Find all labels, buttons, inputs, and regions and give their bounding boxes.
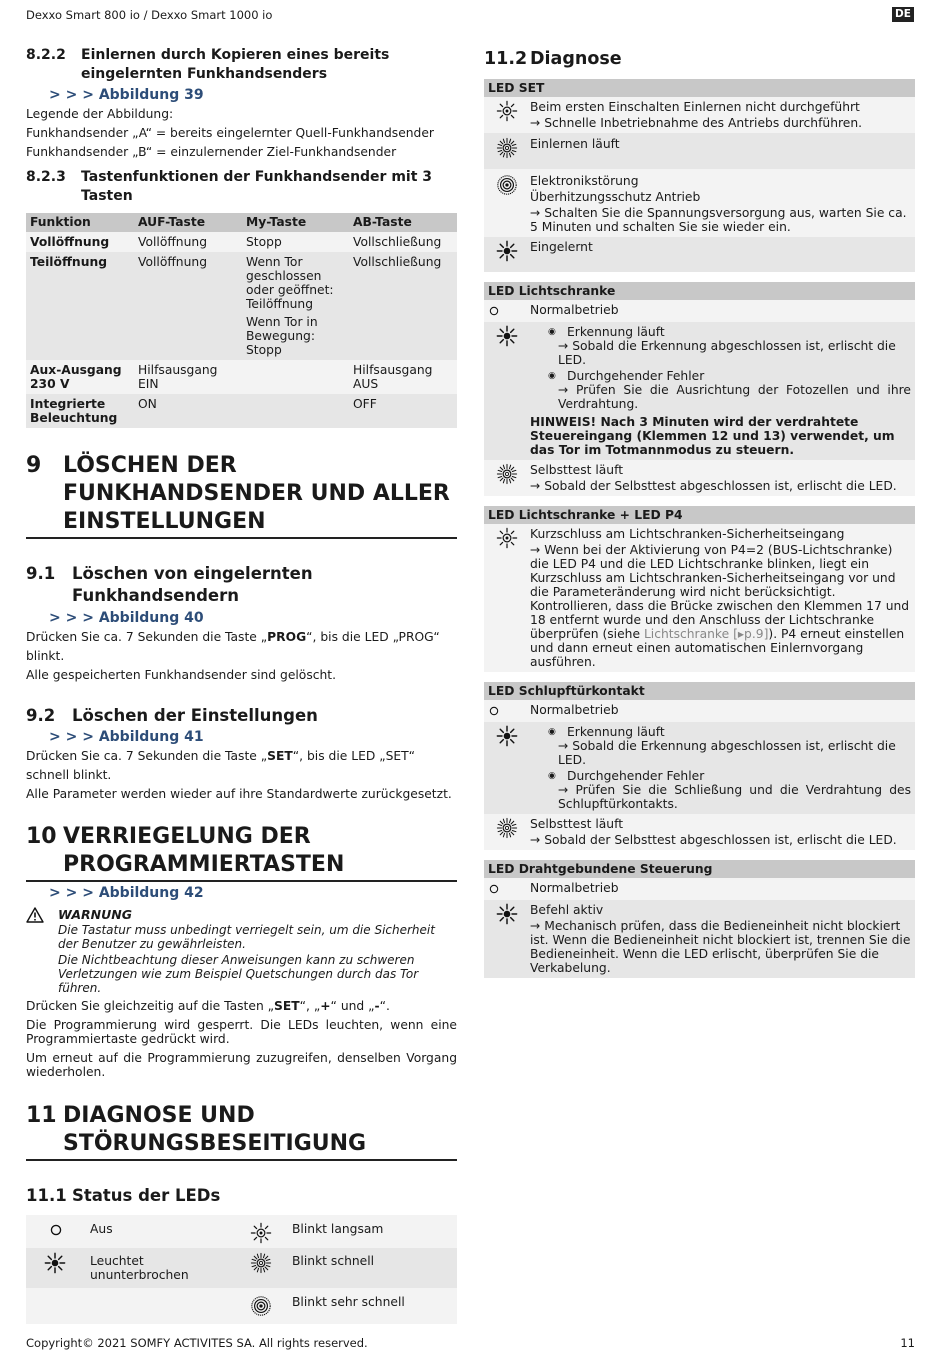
figure-link[interactable]: > > > Abbildung 40 xyxy=(49,610,204,626)
diag-line: Überhitzungsschutz Antrieb xyxy=(530,190,701,204)
table-cell: Vollöffnung xyxy=(134,252,242,360)
figure-link[interactable]: > > > Abbildung 41 xyxy=(49,729,204,745)
table-cell xyxy=(242,394,349,428)
diag-row xyxy=(484,900,915,978)
diag-action: → Schalten Sie die Spannungsversorgung aus, warten Sie ca. 5 Minuten und schalten Sie sie wieder ein. xyxy=(530,206,907,234)
diag-led-set xyxy=(484,79,915,272)
diag-table-heading: LED Lichtschranke + LED P4 xyxy=(484,506,915,524)
diag-line: Normalbetrieb xyxy=(530,703,619,717)
key-label: PROG xyxy=(267,630,307,644)
diag-row xyxy=(484,722,915,814)
diag-row xyxy=(484,524,915,672)
figure-link[interactable]: > > > Abbildung 39 xyxy=(49,87,204,103)
right-column xyxy=(484,46,915,988)
page-number: 11 xyxy=(900,1336,915,1350)
table-cell: OFF xyxy=(349,394,457,428)
document-header-title: Dexxo Smart 800 io / Dexxo Smart 1000 io xyxy=(26,8,273,22)
section-title: Löschen von eingelernten Funkhandsendern xyxy=(72,564,313,605)
diag-row xyxy=(484,322,915,460)
diag-text xyxy=(530,100,915,130)
diag-line: Normalbetrieb xyxy=(530,303,619,317)
cell-line: Wenn Tor geschlossen oder geöffnet: Teilöffnung xyxy=(246,255,334,311)
key-label: - xyxy=(374,999,380,1013)
bullet-icon: ◉ xyxy=(548,371,556,381)
section-heading xyxy=(26,563,457,607)
section-number: 9.2 xyxy=(26,706,56,725)
section-9-2 xyxy=(26,705,457,804)
diag-led-wicket-door xyxy=(484,682,915,850)
diag-table-heading: LED SET xyxy=(484,79,915,97)
diag-line: Kurzschluss am Lichtschranken-Sicherheitseingang xyxy=(530,527,845,541)
section-title: Einlernen durch Kopieren eines bereits eingelernten Funkhandsenders xyxy=(81,47,390,82)
table-cell: Hilfsausgang EIN xyxy=(134,360,242,394)
section-8-2-3 xyxy=(26,168,457,428)
section-number: 8.2.2 xyxy=(26,47,66,63)
table-cell: Integrierte Beleuchtung xyxy=(26,394,134,428)
diag-table-heading: LED Drahtgebundene Steuerung xyxy=(484,860,915,878)
diag-row xyxy=(484,700,915,722)
chapter-title: VERRIEGELUNG DER PROGRAMMIERTASTEN xyxy=(63,824,345,877)
text: “ und „ xyxy=(330,999,375,1013)
paragraph: Alle gespeicherten Funkhandsender sind gelöscht. xyxy=(26,668,337,682)
bullet-icon: ◉ xyxy=(548,327,556,337)
section-title: Status der LEDs xyxy=(72,1186,221,1205)
text: “. xyxy=(379,999,390,1013)
legend-line: Legende der Abbildung: xyxy=(26,107,174,121)
legend-line: Funkhandsender „A“ = bereits eingelernter Quell-Funkhandsender xyxy=(26,126,434,140)
diag-row xyxy=(484,97,915,133)
diag-action: → Sobald der Selbsttest abgeschlossen ist, erlischt die LED. xyxy=(530,833,897,847)
led-off-icon xyxy=(486,703,502,719)
warning-icon xyxy=(26,907,58,995)
warning-title: WARNUNG xyxy=(58,907,132,922)
table-cell xyxy=(26,1215,86,1248)
led-slow-blink-icon xyxy=(496,100,518,122)
table-cell: Blinkt schnell xyxy=(288,1248,457,1288)
figure-link[interactable]: > > > Abbildung 42 xyxy=(49,885,204,901)
text: → Wenn bei der Aktivierung von P4=2 (BUS-Lichtschranke) die LED P4 und die LED Lichtschranke blinken, liegt ein Kurzschluss am Lichtschranken-Sicherheitseingang vor und die Parameteränderung wird nicht berücksichtigt. Kontrollieren, dass die Brücke zwischen den Klemmen 17 und 18 entfernt wurde und den Anschluss der Lichtschranke überprüfen (siehe xyxy=(530,543,910,641)
diag-table-heading: LED Lichtschranke xyxy=(484,282,915,300)
diag-note: HINWEIS! Nach 3 Minuten wird der verdrahtete Steuereingang (Klemmen 12 und 13) verwendet, um das Tor im Totmannmodus zu steuern. xyxy=(530,415,895,457)
table-cell: Leuchtet ununterbrochen xyxy=(86,1248,236,1288)
table-cell xyxy=(86,1288,236,1324)
led-on-icon xyxy=(496,725,518,747)
text: ). P4 erneut einstellen und dann erneut einen automatischen Einlernvorgang ausführen. xyxy=(530,627,905,669)
diag-line: Selbsttest läuft xyxy=(530,463,624,477)
section-11-1 xyxy=(26,1185,457,1324)
text: “, bis die LED „PROG“ blinkt. xyxy=(26,630,440,663)
led-fast-blink-icon xyxy=(250,1252,272,1274)
column-header: AB-Taste xyxy=(349,213,457,232)
diag-action: → Sobald der Selbsttest abgeschlossen ist, erlischt die LED. xyxy=(530,479,897,493)
diag-row xyxy=(484,237,915,272)
table-cell xyxy=(26,1288,86,1324)
table-cell: Stopp xyxy=(242,232,349,252)
section-number: 11.2 xyxy=(484,49,528,69)
table-cell: Teilöffnung xyxy=(26,252,134,360)
paragraph: Um erneut auf die Programmierung zuzugreifen, denselben Vorgang wiederholen. xyxy=(26,1051,457,1079)
table-row xyxy=(26,360,457,394)
diag-row xyxy=(484,814,915,850)
column-header: Funktion xyxy=(26,213,134,232)
diag-line: Eingelernt xyxy=(530,240,593,254)
table-cell: Aux-Ausgang 230 V xyxy=(26,360,134,394)
key-label: + xyxy=(320,999,331,1013)
chapter-number: 9 xyxy=(26,453,42,478)
text: “, bis die LED „SET“ schnell blinkt. xyxy=(26,749,416,782)
warning-text xyxy=(58,907,457,995)
chapter-10-heading xyxy=(26,823,457,882)
chapter-title: LÖSCHEN DER FUNKHANDSENDER UND ALLER EINSTELLUNGEN xyxy=(63,453,450,534)
language-badge: DE xyxy=(892,7,914,22)
table-row xyxy=(26,232,457,252)
diag-action: → Schnelle Inbetriebnahme des Antriebs durchführen. xyxy=(530,116,863,130)
section-number: 9.1 xyxy=(26,564,56,583)
diag-line: Durchgehender Fehler xyxy=(567,369,705,383)
section-title: Tastenfunktionen der Funkhandsender mit 3 Tasten xyxy=(81,169,433,204)
diag-text xyxy=(530,174,915,234)
table-cell xyxy=(236,1248,288,1288)
button-functions-table xyxy=(26,213,457,428)
section-number: 11.1 xyxy=(26,1186,67,1205)
chapter-title: DIAGNOSE UND STÖRUNGSBESEITIGUNG xyxy=(63,1103,367,1156)
diag-line: Erkennung läuft xyxy=(567,325,665,339)
table-row xyxy=(26,1288,457,1324)
section-heading xyxy=(26,1185,457,1207)
chapter-number: 11 xyxy=(26,1103,57,1128)
table-cell xyxy=(26,1248,86,1288)
table-header-row xyxy=(26,213,457,232)
diag-text xyxy=(530,463,915,493)
diag-row xyxy=(484,878,915,900)
table-cell xyxy=(236,1215,288,1248)
diag-led-photocell-p4 xyxy=(484,506,915,672)
bullet-icon: ◉ xyxy=(548,771,556,781)
chapter-11-heading xyxy=(26,1102,457,1161)
section-9-1 xyxy=(26,563,457,685)
column-header: AUF-Taste xyxy=(134,213,242,232)
diag-led-photocell xyxy=(484,282,915,496)
diag-led-wired-control xyxy=(484,860,915,978)
cell-line: Wenn Tor in Bewegung: Stopp xyxy=(246,315,318,357)
led-fast-blink-icon xyxy=(496,137,518,159)
diag-text xyxy=(530,325,915,457)
diag-line: Beim ersten Einschalten Einlernen nicht durchgeführt xyxy=(530,100,860,114)
led-on-icon xyxy=(44,1252,66,1274)
section-heading xyxy=(26,168,457,206)
table-cell: ON xyxy=(134,394,242,428)
diag-line: Befehl aktiv xyxy=(530,903,604,917)
diag-action xyxy=(530,543,911,669)
diag-table-heading: LED Schlupftürkontakt xyxy=(484,682,915,700)
led-status-table xyxy=(26,1215,457,1324)
diag-action: → Prüfen Sie die Ausrichtung der Fotozellen und ihre Verdrahtung. xyxy=(558,383,911,411)
led-very-fast-blink-icon xyxy=(496,174,518,196)
diag-line: Normalbetrieb xyxy=(530,881,619,895)
paragraph xyxy=(26,997,457,1016)
diag-line: Elektronikstörung xyxy=(530,174,639,188)
paragraph xyxy=(26,747,457,785)
diag-line: Erkennung läuft xyxy=(567,725,665,739)
section-8-2-2 xyxy=(26,46,457,162)
table-row xyxy=(26,1248,457,1288)
column-header: My-Taste xyxy=(242,213,349,232)
paragraph: Alle Parameter werden wieder auf ihre Standardwerte zurückgesetzt. xyxy=(26,787,452,801)
led-on-icon xyxy=(496,903,518,925)
warning-line: Die Nichtbeachtung dieser Anweisungen kann zu schweren Verletzungen wie zum Beispiel Quetschungen durch das Tor führen. xyxy=(58,953,419,995)
diag-text xyxy=(530,817,915,847)
diag-action: → Sobald die Erkennung abgeschlossen ist, erlischt die LED. xyxy=(558,739,896,767)
diag-line: Selbsttest läuft xyxy=(530,817,624,831)
text: Drücken Sie ca. 7 Sekunden die Taste „ xyxy=(26,749,268,763)
table-row xyxy=(26,1215,457,1248)
led-fast-blink-icon xyxy=(496,817,518,839)
table-cell: Aus xyxy=(86,1215,236,1248)
table-cell: Blinkt langsam xyxy=(288,1215,457,1248)
cross-reference-link[interactable]: Lichtschranke [▸p.9] xyxy=(643,627,769,641)
table-row xyxy=(26,394,457,428)
table-cell: Blinkt sehr schnell xyxy=(288,1288,457,1324)
diag-action: → Prüfen Sie die Schließung und die Verdrahtung des Schlupftürkontakts. xyxy=(558,783,911,811)
table-cell: Vollöffnung xyxy=(26,232,134,252)
key-label: SET xyxy=(274,999,300,1013)
diag-row xyxy=(484,169,915,237)
table-cell: Hilfsausgang AUS xyxy=(349,360,457,394)
diag-line: Einlernen läuft xyxy=(530,137,620,151)
footer-copyright: Copyright© 2021 SOMFY ACTIVITES SA. All rights reserved. xyxy=(26,1336,368,1350)
led-on-icon xyxy=(496,240,518,262)
diag-line: Durchgehender Fehler xyxy=(567,769,705,783)
table-cell: Vollschließung xyxy=(349,232,457,252)
section-heading xyxy=(26,46,457,84)
diag-row xyxy=(484,133,915,169)
section-heading xyxy=(26,705,457,727)
led-off-icon xyxy=(46,1220,66,1240)
table-cell: Vollöffnung xyxy=(134,232,242,252)
led-off-icon xyxy=(486,303,502,319)
diag-text xyxy=(530,527,915,669)
text: “, „ xyxy=(299,999,321,1013)
text: Drücken Sie ca. 7 Sekunden die Taste „ xyxy=(26,630,268,644)
led-off-icon xyxy=(486,881,502,897)
section-10 xyxy=(26,823,457,1079)
led-on-icon xyxy=(496,325,518,347)
led-slow-blink-icon xyxy=(250,1222,272,1244)
section-number: 8.2.3 xyxy=(26,169,66,185)
legend-line: Funkhandsender „B“ = einzulernender Ziel-Funkhandsender xyxy=(26,145,397,159)
diag-text xyxy=(530,725,915,811)
section-title: Diagnose xyxy=(530,49,622,69)
table-cell xyxy=(236,1288,288,1324)
chapter-number: 10 xyxy=(26,824,57,849)
table-cell xyxy=(242,360,349,394)
warning-box xyxy=(26,907,457,995)
text: Drücken Sie gleichzeitig auf die Tasten „ xyxy=(26,999,275,1013)
led-very-fast-blink-icon xyxy=(250,1295,272,1317)
table-cell: Vollschließung xyxy=(349,252,457,360)
diag-action: → Sobald die Erkennung abgeschlossen ist, erlischt die LED. xyxy=(558,339,896,367)
table-cell xyxy=(242,252,349,360)
paragraph xyxy=(26,628,457,666)
led-fast-blink-icon xyxy=(496,463,518,485)
left-column xyxy=(26,46,457,1324)
diag-row xyxy=(484,460,915,496)
led-slow-blink-icon xyxy=(496,527,518,549)
diag-text xyxy=(530,903,915,975)
table-row xyxy=(26,252,457,360)
paragraph: Die Programmierung wird gesperrt. Die LEDs leuchten, wenn eine Programmiertaste gedrückt wird. xyxy=(26,1018,457,1046)
section-11-2-heading xyxy=(484,46,915,72)
key-label: SET xyxy=(267,749,293,763)
diag-action: → Mechanisch prüfen, dass die Bedieneinheit nicht blockiert ist. Wenn die Bedieneinheit nicht blockiert ist, trennen Sie die Bedieneinheit. Wenn die LED erlischt, überprüfen Sie die Verkabelung. xyxy=(530,919,911,975)
diag-row xyxy=(484,300,915,322)
bullet-icon: ◉ xyxy=(548,727,556,737)
section-title: Löschen der Einstellungen xyxy=(72,706,318,725)
warning-line: Die Tastatur muss unbedingt verriegelt sein, um die Sicherheit der Benutzer zu gewährleisten. xyxy=(58,923,435,951)
chapter-9-heading xyxy=(26,452,457,539)
